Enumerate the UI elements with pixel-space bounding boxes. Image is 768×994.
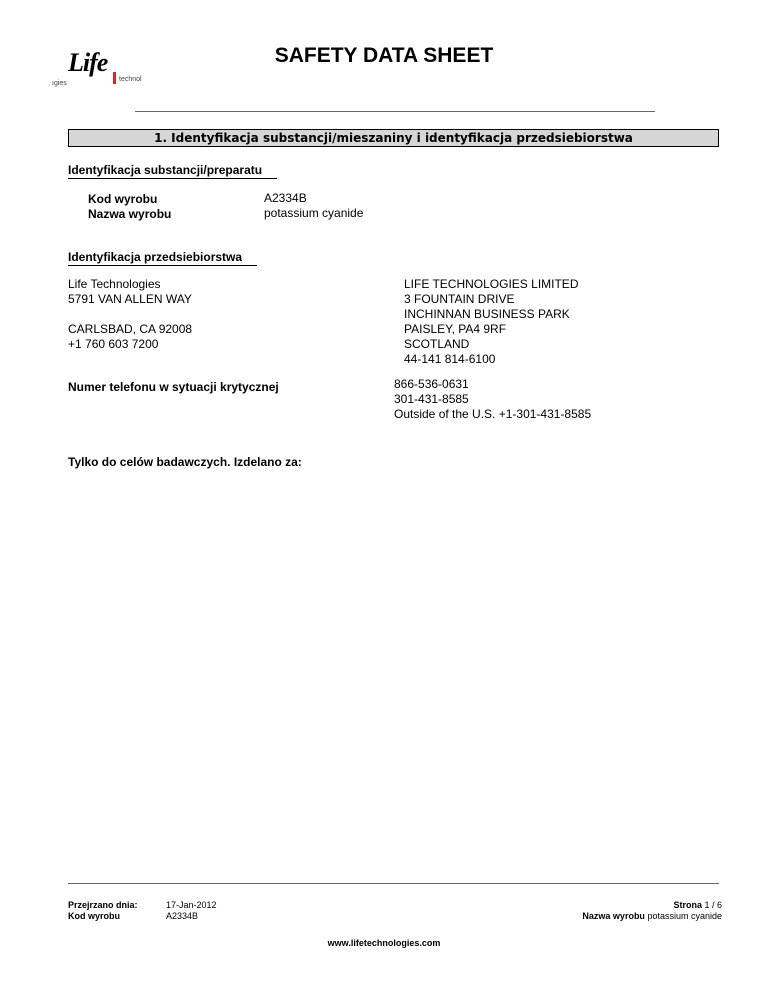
- address-line: +1 760 603 7200: [68, 337, 159, 351]
- address-line: CARLSBAD, CA 92008: [68, 322, 193, 336]
- logo-red-mark: [113, 72, 116, 84]
- company-address-uk: [404, 277, 578, 367]
- logo-sub-left: ıgies: [52, 80, 67, 87]
- footer-name-value: potassium cyanide: [647, 911, 722, 921]
- footer-product-name: [582, 911, 722, 922]
- phone-line: Outside of the U.S. +1-301-431-8585: [394, 407, 592, 421]
- address-line: [68, 307, 192, 322]
- revised-value: 17-Jan-2012: [166, 900, 217, 910]
- phone-line: 301-431-8585: [394, 392, 469, 406]
- research-use-note: Tylko do celów badawczych. Izdelano za:: [68, 455, 302, 469]
- document-title: SAFETY DATA SHEET: [274, 44, 494, 67]
- revised-label: Przejrzano dnia:: [68, 900, 138, 910]
- product-code-value: A2334B: [264, 191, 307, 205]
- website-link[interactable]: www.lifetechnologies.com: [327, 938, 441, 948]
- address-line: INCHINNAN BUSINESS PARK: [404, 307, 570, 321]
- section-1-title: 1. Identyfikacja substancji/mieszaniny i identyfikacja przedsiebiorstwa: [68, 129, 719, 147]
- footer-code-label: Kod wyrobu: [68, 911, 120, 921]
- company-address-us: [68, 277, 192, 352]
- address-line: 44-141 814-6100: [404, 352, 496, 366]
- address-line: LIFE TECHNOLOGIES LIMITED: [404, 277, 579, 291]
- address-line: SCOTLAND: [404, 337, 470, 351]
- logo-sub-right: technol: [119, 76, 142, 83]
- page-number: [673, 900, 722, 911]
- phone-line: 866-536-0631: [394, 377, 469, 391]
- emergency-phone-label: Numer telefonu w sytuacji krytycznej: [68, 380, 279, 394]
- substance-heading: Identyfikacja substancji/preparatu: [68, 163, 277, 179]
- footer-name-label: Nazwa wyrobu: [582, 911, 645, 921]
- address-line: 5791 VAN ALLEN WAY: [68, 292, 192, 306]
- footer-divider: [68, 883, 719, 884]
- product-name-label: Nazwa wyrobu: [88, 207, 172, 221]
- emergency-phone-numbers: [394, 377, 591, 422]
- product-name-value: potassium cyanide: [264, 206, 364, 220]
- page-label: Strona: [673, 900, 702, 910]
- address-line: 3 FOUNTAIN DRIVE: [404, 292, 515, 306]
- page-value: 1 / 6: [704, 900, 722, 910]
- company-heading: Identyfikacja przedsiebiorstwa: [68, 250, 257, 266]
- logo-wordmark: Life: [68, 48, 108, 77]
- footer-code-value: A2334B: [166, 911, 199, 921]
- product-code-label: Kod wyrobu: [88, 192, 158, 206]
- address-line: Life Technologies: [68, 277, 161, 291]
- address-line: PAISLEY, PA4 9RF: [404, 322, 507, 336]
- header-divider: [135, 111, 655, 112]
